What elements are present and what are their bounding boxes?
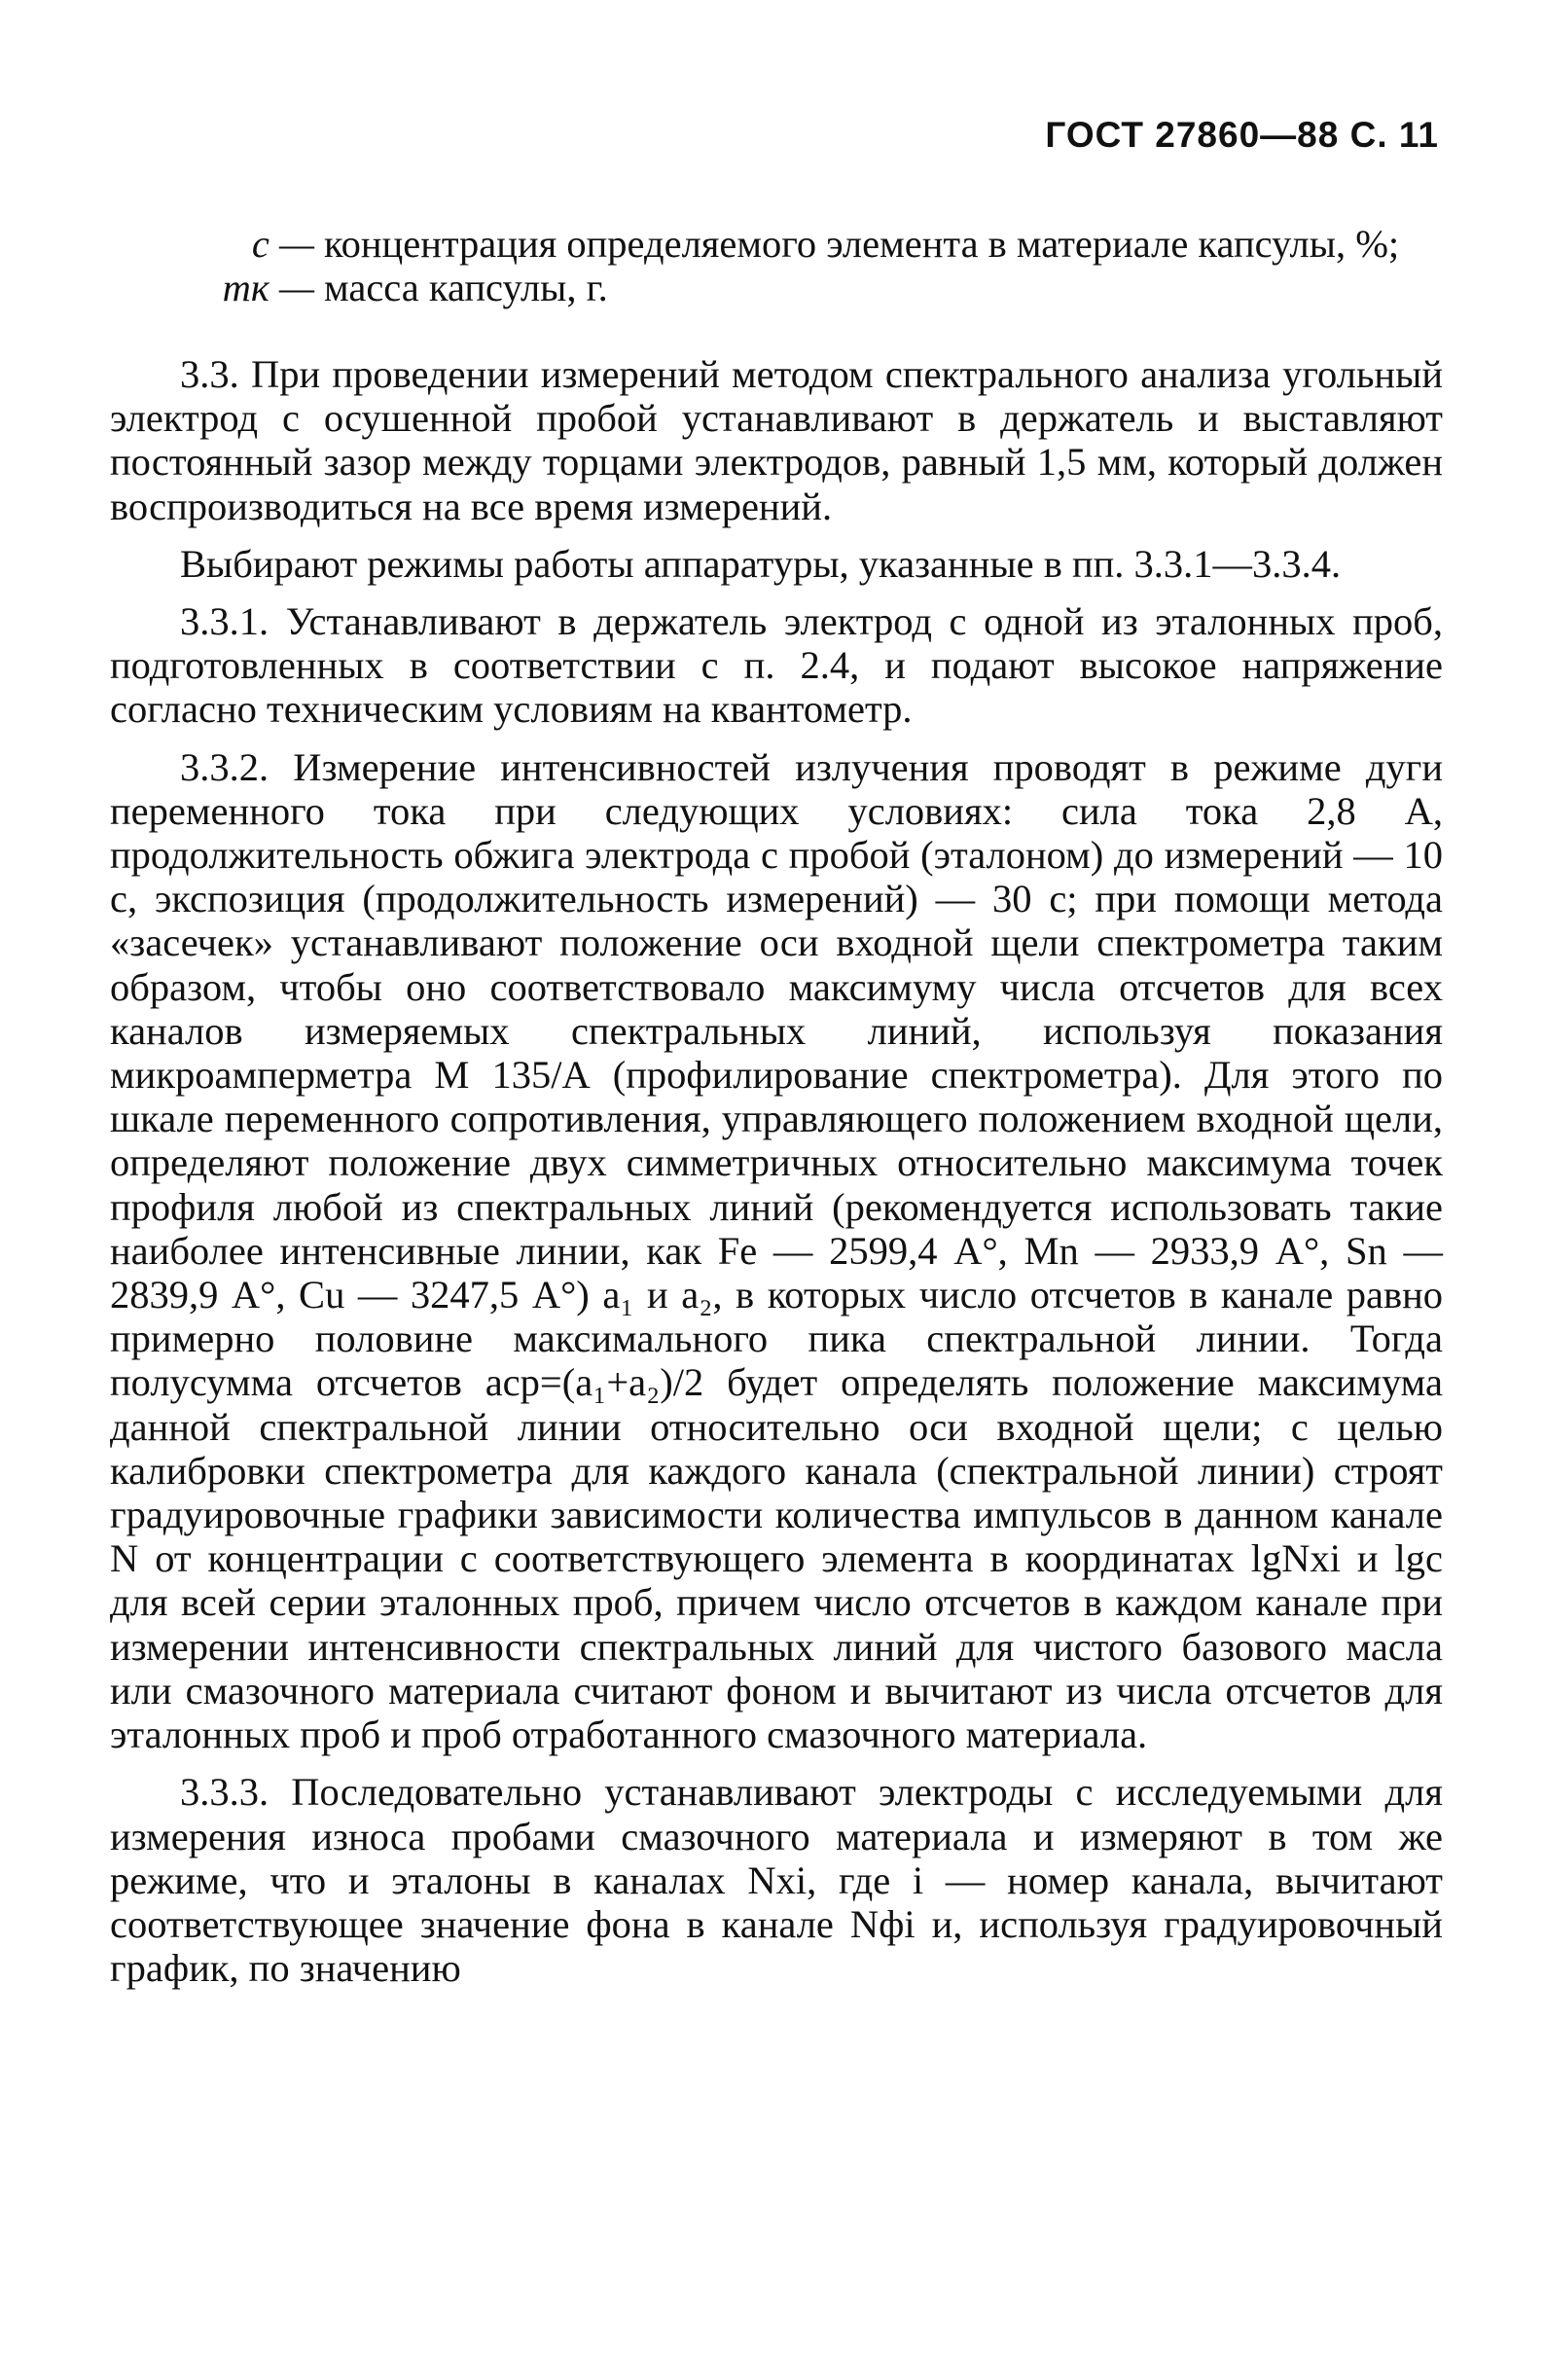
- definition-text: масса капсулы, г.: [324, 266, 608, 310]
- paragraph-3-3-2: 3.3.2. Измерение интенсивностей излучения проводят в режиме дуги переменного тока при следующих условиях: сила тока 2,8 А, продолжительность обжига электрода с пробой (эталоном) до измерений — 10 с, экспозиция (продолжительность измерений) — 30 с; при помощи метода «засечек» устанавливают положение оси входной щели спектрометра таким образом, чтобы оно соответствовало максимуму числа отсчетов для всех каналов измеряемых спектральных линий, используя показания микроамперметра М 135/А (профилирование спектрометра). Для этого по шкале переменного сопротивления, управляющего положением входной щели, определяют положение двух симметричных относительно максимума точек профиля любой из спектральных линий (рекомендуется использовать такие наиболее интенсивные линии, как Fe — 2599,4 А°, Mn — 2933,9 А°, Sn — 2839,9 А°, Cu — 3247,5 А°) a₁ и a₂, в которых число отсчетов в канале равно примерно половине максимального пика спектральной линии. Тогда полусумма отсчетов aср=(a₁+a₂)/2 будет определять положение максимума данной спектральной линии относительно оси входной щели; с целью калибровки спектрометра для каждого канала (спектральной линии) строят градуировочные графики зависимости количества импульсов в данном канале N от концентрации c соответствующего элемента в координатах lgNxi и lgc для всей серии эталонных проб, причем число отсчетов в каждом канале при измерении интенсивности спектральных линий для чистого базового масла или смазочного материала считают фоном и вычитают из числа отсчетов для эталонных проб и проб отработанного смазочного материала.: [110, 744, 1443, 1757]
- definitions-list: [110, 222, 1443, 309]
- definition-symbol: c —: [251, 222, 314, 266]
- definition-item: [110, 222, 1443, 266]
- definition-item: [110, 266, 1443, 309]
- paragraph-3-3: 3.3. При проведении измерений методом спектрального анализа угольный электрод с осушенной пробой устанавливают в держатель и выставляют постоянный зазор между торцами электродов, равный 1,5 мм, который должен воспроизводиться на все время измерений.: [110, 352, 1443, 528]
- paragraph-3-3-1: 3.3.1. Устанавливают в держатель электрод с одной из эталонных проб, подготовленных в соответствии с п. 2.4, и подают высокое напряжение согласно техническим условиям на квантометр.: [110, 599, 1443, 732]
- paragraph-modes: Выбирают режимы работы аппаратуры, указанные в пп. 3.3.1—3.3.4.: [180, 541, 1342, 586]
- body-text: [110, 352, 1443, 2003]
- definition-text: концентрация определяемого элемента в материале капсулы, %;: [324, 222, 1400, 266]
- paragraph-3-3-3: 3.3.3. Последовательно устанавливают электроды с исследуемыми для измерения износа пробами смазочного материала и измеряют в том же режиме, что и эталоны в каналах Nxi, где i — номер канала, вычитают соответствующее значение фона в канале Nфi и, используя градуировочный график, по значению: [110, 1770, 1443, 1991]
- running-head: ГОСТ 27860—88 С. 11: [1045, 115, 1439, 155]
- definition-symbol: mк —: [222, 266, 314, 310]
